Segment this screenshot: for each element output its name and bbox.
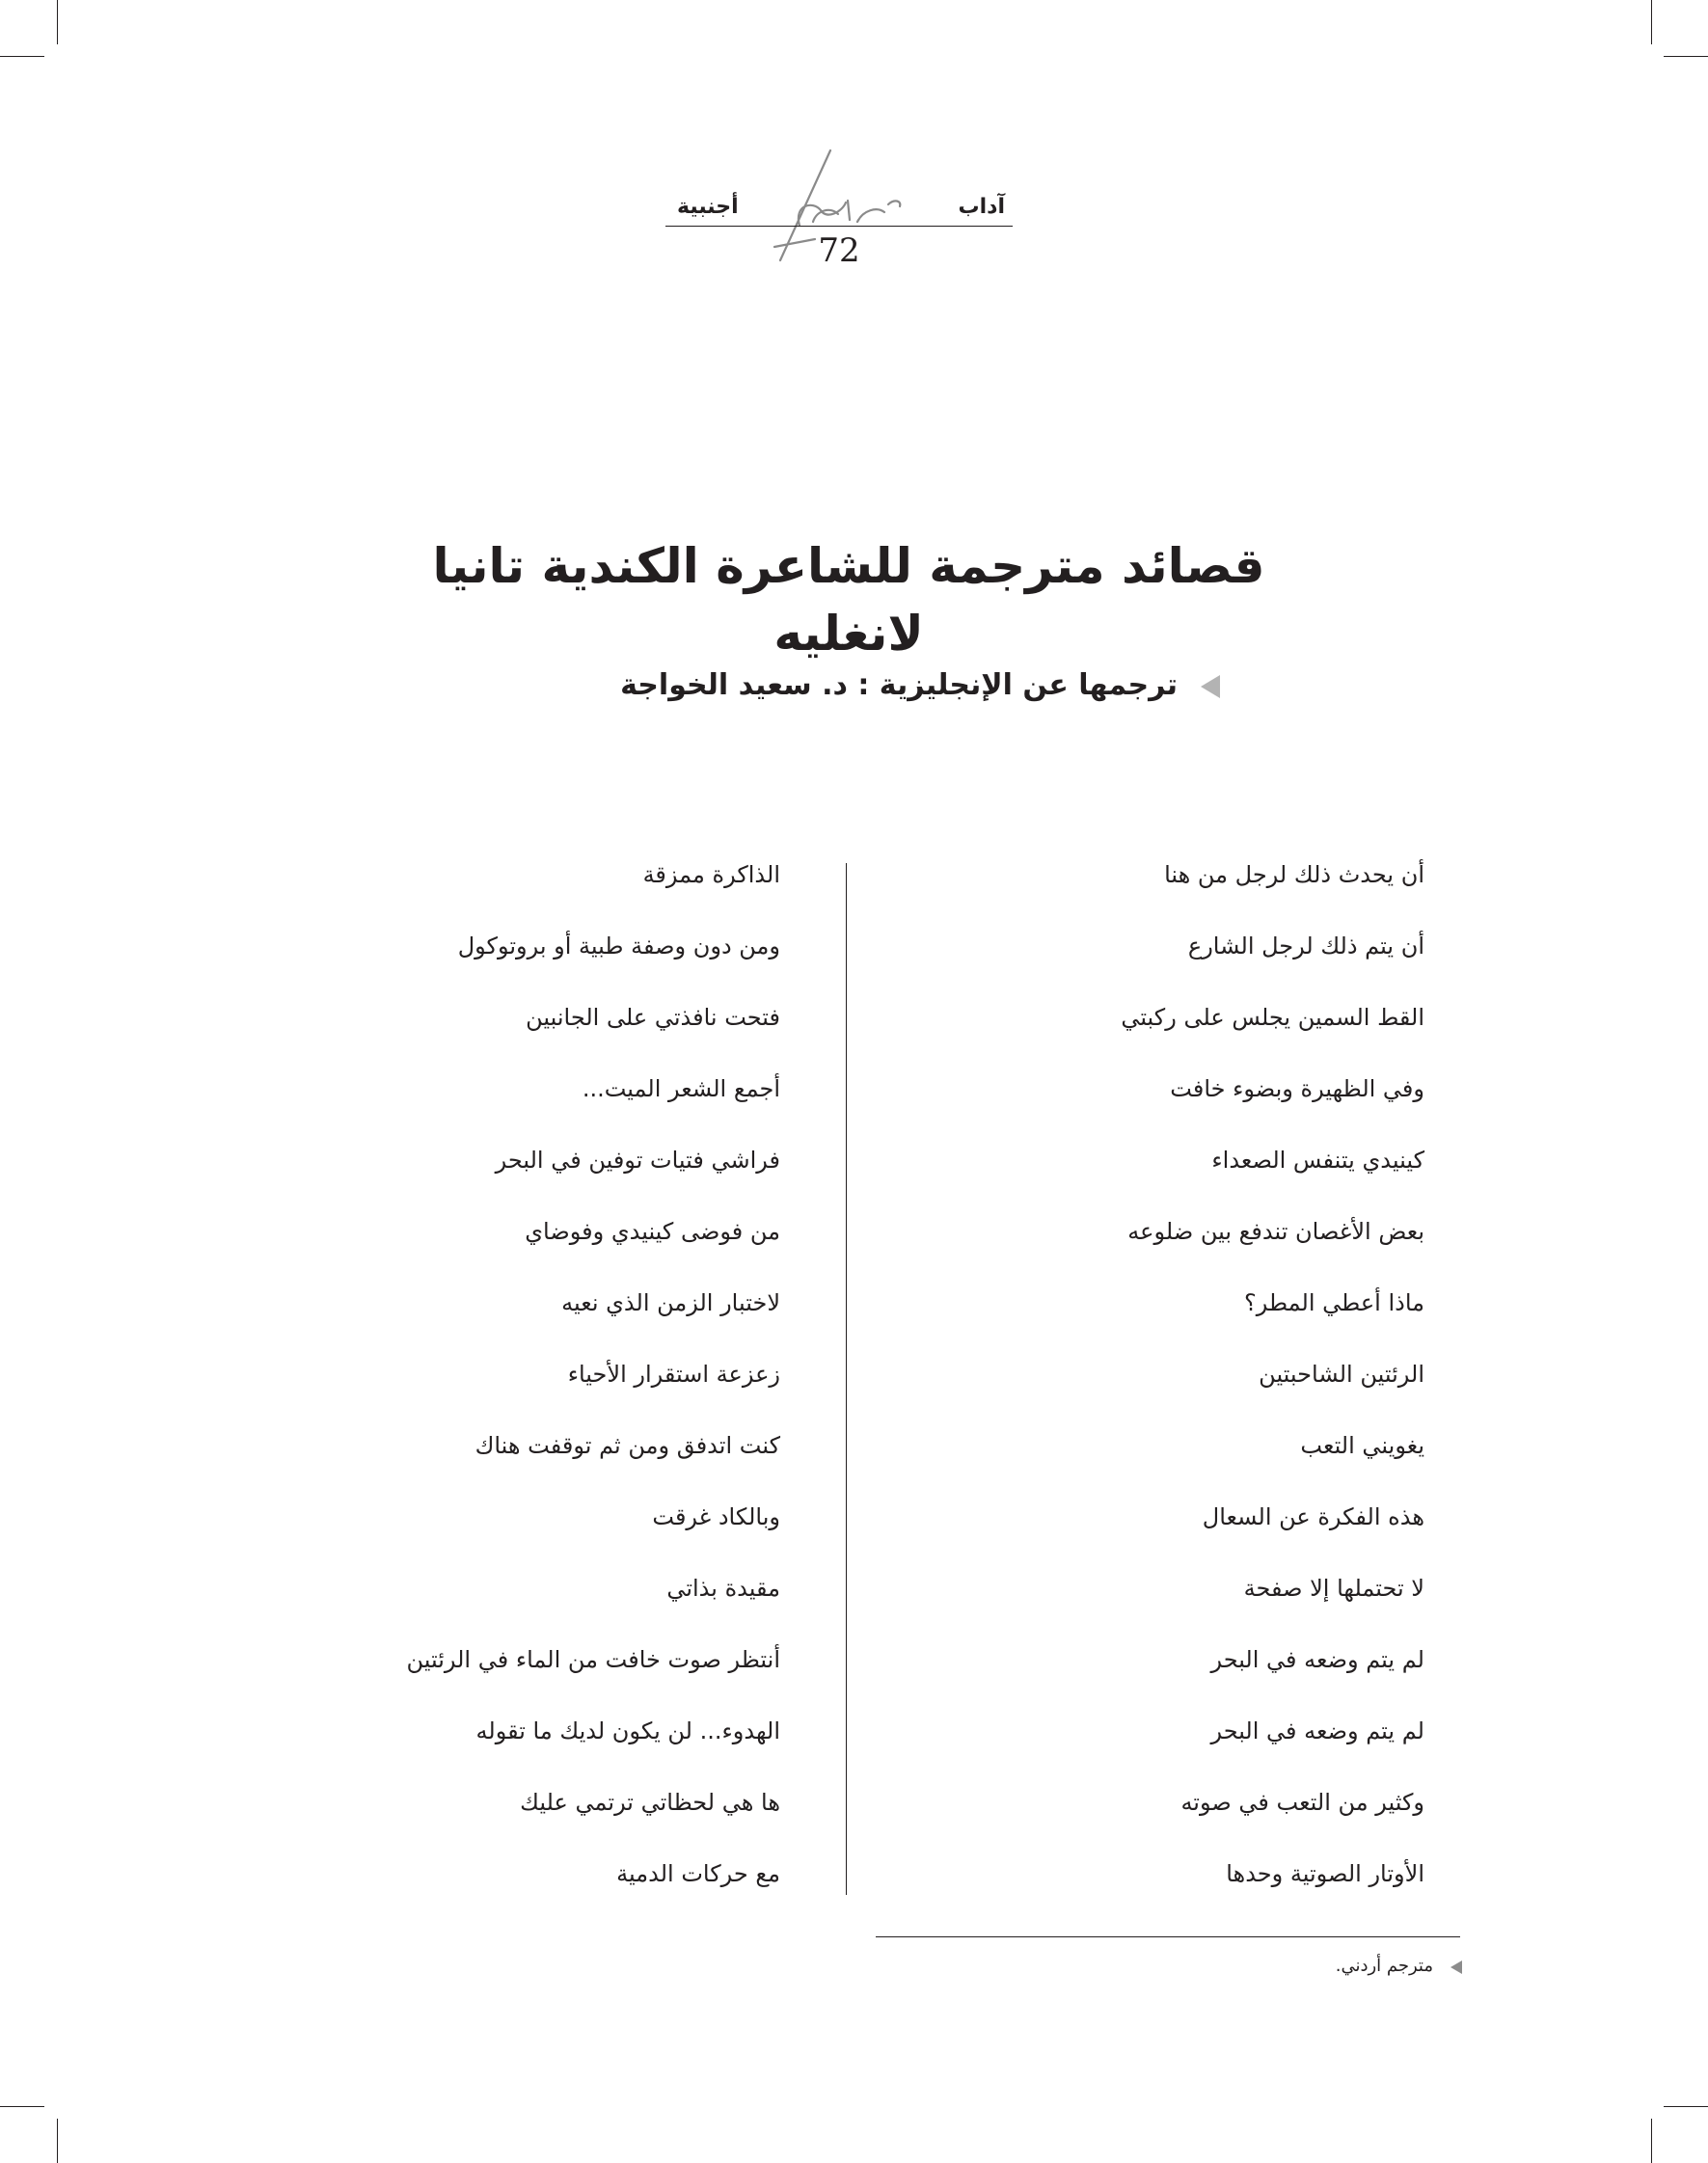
poem-line: القط السمين يجلس على ركبتي <box>1121 1004 1424 1031</box>
poem-line: الهدوء... لن يكون لديك ما تقوله <box>475 1717 780 1744</box>
poem-line: ها هي لحظاتي ترتمي عليك <box>520 1789 780 1816</box>
crop-mark <box>1664 2106 1708 2107</box>
poem-line: الرئتين الشاحبتين <box>1259 1361 1424 1388</box>
column-divider <box>846 863 847 1895</box>
crop-mark <box>57 2119 58 2163</box>
poem-line: يغويني التعب <box>1300 1432 1424 1459</box>
poem-line: مع حركات الدمية <box>616 1860 780 1887</box>
running-header <box>665 143 1013 278</box>
poem-line: لم يتم وضعه في البحر <box>1210 1717 1424 1744</box>
crop-mark <box>57 0 58 44</box>
triangle-bullet-icon <box>1450 1960 1462 1974</box>
poem-line: من فوضى كينيدي وفوضاي <box>525 1218 780 1245</box>
translator-text: ترجمها عن الإنجليزية : د. سعيد الخواجة <box>620 668 1178 702</box>
poem-line: كنت اتدفق ومن ثم توقفت هناك <box>474 1432 780 1459</box>
poem-line: لم يتم وضعه في البحر <box>1210 1646 1424 1673</box>
footnote-text: مترجم أردني. <box>1335 1956 1433 1976</box>
poem-line: أن يتم ذلك لرجل الشارع <box>1187 933 1424 960</box>
section-label-left: أجنبية <box>677 195 739 219</box>
poem-line: فتحت نافذتي على الجانبين <box>526 1004 780 1031</box>
crop-mark <box>1651 0 1652 44</box>
crop-mark <box>1651 2119 1652 2163</box>
poem-line: وبالكاد غرقت <box>652 1503 780 1530</box>
poem-line: ومن دون وصفة طبية أو بروتوكول <box>457 933 780 960</box>
poem-line: لاختبار الزمن الذي نعيه <box>561 1289 780 1316</box>
poem-line: وفي الظهيرة وبضوء خافت <box>1170 1075 1424 1102</box>
poem-line: زعزعة استقرار الأحياء <box>567 1361 780 1388</box>
poem-line: كينيدي يتنفس الصعداء <box>1211 1147 1424 1174</box>
section-label-right: آداب <box>958 195 1005 219</box>
crop-mark <box>0 56 44 57</box>
poem-line: أجمع الشعر الميت... <box>582 1075 780 1102</box>
poem-line: وكثير من التعب في صوته <box>1180 1789 1424 1816</box>
poem-line: هذه الفكرة عن السعال <box>1202 1503 1424 1530</box>
footnote <box>1336 1952 1433 1981</box>
poem-line: ماذا أعطي المطر؟ <box>1244 1289 1424 1316</box>
crop-mark <box>1664 56 1708 57</box>
poem-line: أن يحدث ذلك لرجل من هنا <box>1164 861 1424 888</box>
crop-mark <box>0 2106 44 2107</box>
poem-line: بعض الأغصان تندفع بين ضلوعه <box>1127 1218 1424 1245</box>
poem-line: مقيدة بذاتي <box>666 1575 780 1602</box>
header-rule <box>665 226 1013 227</box>
poem-line: الأوتار الصوتية وحدها <box>1226 1860 1424 1887</box>
poem-line: الذاكرة ممزقة <box>642 861 780 888</box>
footnote-rule <box>876 1936 1460 1937</box>
poem-line: أنتظر صوت خافت من الماء في الرئتين <box>406 1646 780 1673</box>
translator-credit <box>620 663 1178 708</box>
triangle-bullet-icon <box>1201 675 1220 698</box>
poem-line: لا تحتملها إلا صفحة <box>1243 1575 1424 1602</box>
poem-line: فراشي فتيات توفين في البحر <box>495 1147 780 1174</box>
article-title: قصائد مترجمة للشاعرة الكندية تانيا لانغليه <box>432 538 1265 662</box>
page-number: 72 <box>818 231 860 270</box>
